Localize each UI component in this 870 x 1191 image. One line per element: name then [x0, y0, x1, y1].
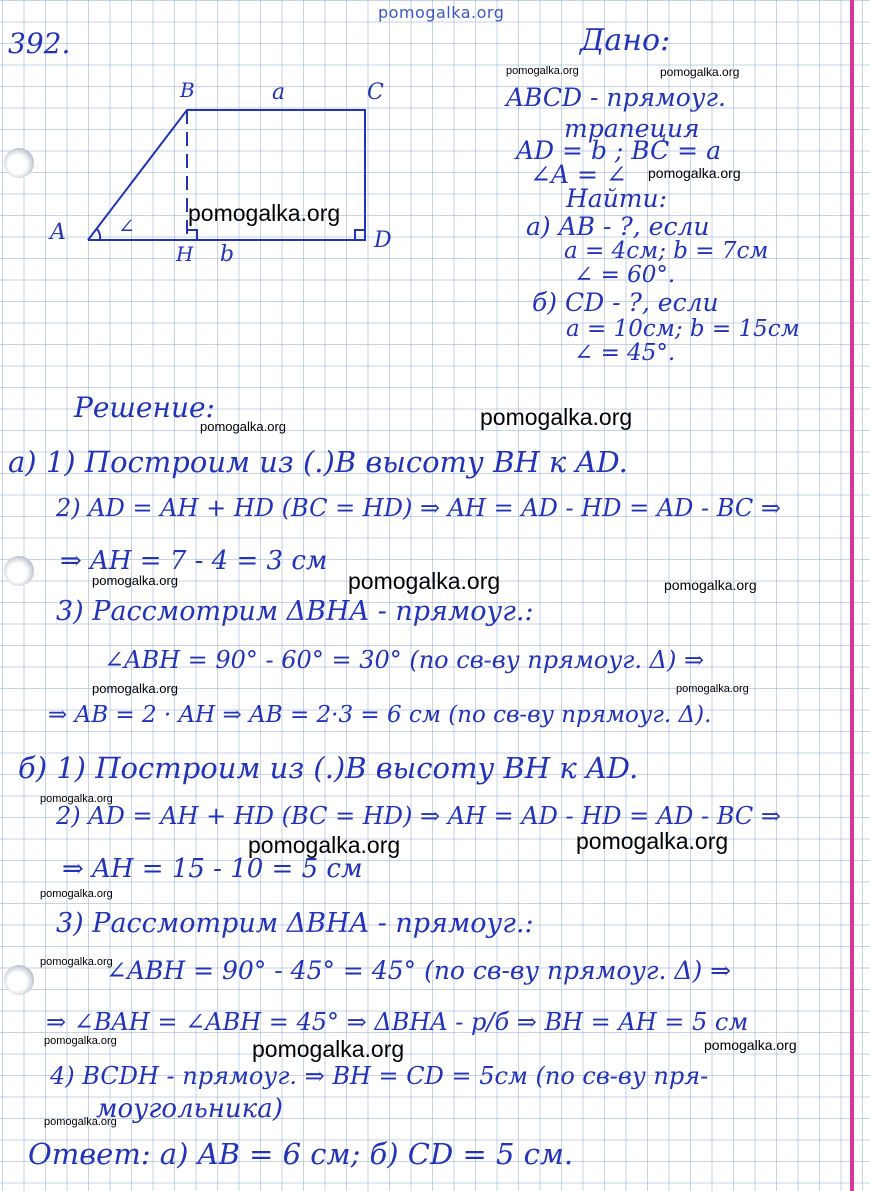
watermark: pomogalka.org	[248, 832, 401, 858]
given-line: a = 4см; b = 7см	[564, 238, 769, 264]
watermark: pomogalka.org	[648, 165, 741, 181]
solution-line: 3) Рассмотрим ΔBHA - прямоуг.:	[56, 908, 534, 939]
label-d: D	[374, 228, 392, 253]
watermark: pomogalka.org	[252, 1036, 405, 1062]
solution-line: а) 1) Построим из (.)B высоту BH к AD.	[8, 445, 628, 479]
problem-number: 392.	[8, 27, 71, 60]
watermark: pomogalka.org	[480, 404, 633, 430]
given-line: AD = b ; BC = a	[516, 136, 721, 165]
given-line: ABCD - прямоуг.	[506, 83, 726, 112]
watermark: pomogalka.org	[44, 1116, 117, 1128]
watermark: pomogalka.org	[200, 419, 286, 434]
watermark: pomogalka.org	[188, 200, 341, 226]
label-c: C	[367, 80, 384, 105]
watermark: pomogalka.org	[40, 793, 113, 805]
right-angle-h	[187, 230, 197, 240]
watermark: pomogalka.org	[40, 888, 113, 900]
given-line: a = 10см; b = 15см	[566, 316, 800, 342]
label-h: H	[176, 242, 194, 266]
watermark: pomogalka.org	[704, 1037, 797, 1053]
solution-line: ⇒ AH = 7 - 4 = 3 см	[60, 546, 328, 576]
watermark: pomogalka.org	[92, 681, 178, 696]
given-line: трапеция	[564, 114, 700, 143]
watermark: pomogalka.org	[664, 577, 757, 593]
angle-arc-a	[97, 229, 100, 240]
given-line: а) AB - ?, если	[526, 212, 710, 241]
solution-line: ⇒ AH = 15 - 10 = 5 см	[62, 854, 363, 884]
solution-line: 2) AD = AH + HD (BC = HD) ⇒ AH = AD - HD = AD - BC ⇒	[56, 494, 781, 522]
punch-hole	[4, 556, 34, 586]
solution-line: ⇒ AB = 2 · AH ⇒ AB = 2·3 = 6 см (по св-ву прямоуг. Δ).	[48, 702, 712, 728]
solution-line: ⇒ ∠BAH = ∠ABH = 45° ⇒ ΔBHA - р/б ⇒ BH = AH = 5 см	[46, 1008, 749, 1036]
label-a-vertex: A	[50, 220, 66, 245]
given-line: ∠ = 45°.	[574, 340, 676, 366]
solution-line: ∠ABH = 90° - 60° = 30° (по св-ву прямоуг. Δ) ⇒	[104, 646, 705, 674]
solution-line: ∠ABH = 90° - 45° = 45° (по св-ву прямоуг. Δ) ⇒	[106, 956, 732, 985]
label-angle: ∠	[118, 214, 135, 238]
margin-line	[850, 0, 854, 1191]
given-heading: Дано:	[580, 23, 671, 58]
label-b-side: b	[220, 242, 235, 267]
solution-line: 2) AD = AH + HD (BC = HD) ⇒ AH = AD - HD = AD - BC ⇒	[56, 802, 781, 830]
solution-line: 4) BCDH - прямоуг. ⇒ BH = CD = 5см (по св-ву пря-	[50, 1062, 709, 1090]
given-line: ∠ = 60°.	[574, 262, 676, 288]
watermark: pomogalka.org	[44, 1035, 117, 1047]
punch-hole	[4, 965, 34, 995]
given-line: б) CD - ?, если	[532, 288, 719, 317]
find-heading: Найти:	[566, 184, 668, 213]
watermark: pomogalka.org	[92, 573, 178, 588]
site-watermark-top: pomogalka.org	[378, 3, 505, 22]
label-b: B	[180, 78, 195, 102]
watermark: pomogalka.org	[40, 956, 113, 968]
watermark: pomogalka.org	[576, 828, 729, 854]
watermark: pomogalka.org	[506, 65, 579, 77]
watermark: pomogalka.org	[660, 65, 740, 79]
solution-line: 3) Рассмотрим ΔBHA - прямоуг.:	[56, 596, 534, 627]
watermark: pomogalka.org	[676, 683, 749, 695]
solution-line: моугольника)	[96, 1094, 283, 1124]
given-line: ∠A = ∠	[530, 160, 627, 189]
solution-heading: Решение:	[74, 391, 215, 424]
solution-line: б) 1) Построим из (.)B высоту BH к AD.	[18, 751, 639, 785]
right-angle-d	[355, 230, 365, 240]
label-a-side: a	[272, 80, 286, 105]
answer-line: Ответ: а) AB = 6 см; б) CD = 5 см.	[28, 1137, 574, 1171]
watermark: pomogalka.org	[348, 568, 501, 594]
